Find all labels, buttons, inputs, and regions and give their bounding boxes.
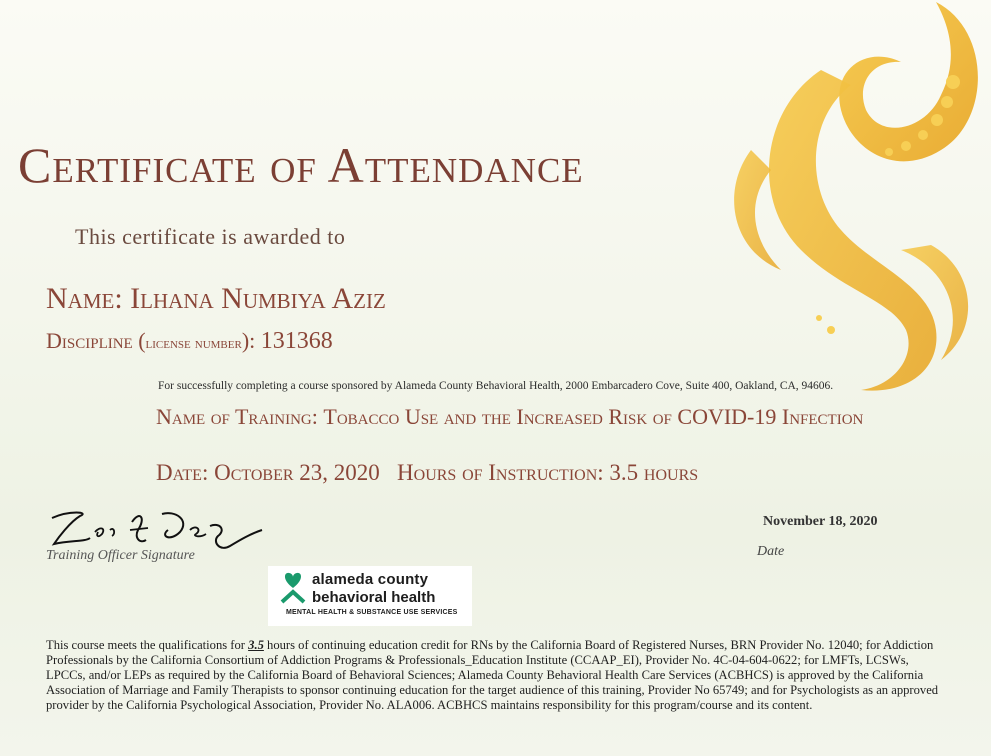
- signature-label: Training Officer Signature: [46, 548, 195, 563]
- license-number: 131368: [260, 328, 333, 354]
- recipient-name-row: [46, 282, 386, 316]
- awarded-to-text: This certificate is awarded to: [75, 224, 346, 249]
- training-label: Name of Training:: [156, 404, 318, 429]
- sponsor-statement: For successfully completing a course sponsored by Alameda County Behavioral Health, 2000 Embarcadero Cove, Suite 400, Oakland, CA, 94606.: [158, 380, 834, 392]
- fineprint-prefix: This course meets the qualifications for: [46, 638, 249, 652]
- name-label: Name:: [46, 282, 123, 315]
- license-number-label: license number: [145, 335, 242, 352]
- logo-line-1: alameda county: [312, 571, 429, 588]
- certificate-title: Certificate of Attendance: [18, 137, 584, 193]
- training-row: [156, 400, 936, 434]
- date-label: Date:: [156, 460, 209, 485]
- logo-tagline: MENTAL HEALTH & SUBSTANCE USE SERVICES: [286, 609, 458, 616]
- discipline-row: [46, 328, 333, 355]
- ce-credit-statement: [46, 638, 946, 713]
- fineprint-body: hours of continuing education credit for RNs by the California Board of Registered Nurses, BRN Provider No. 12040; for Addiction Professionals by the California Consortium of Addiction Programs & Professionals_Education Institute (CCAAP_EI), Provider No. 4C-04-604-0622; for LMFTs, LCSWs, LPCCs, and/or LEPs as required by the California Board of Behavioral Sciences; Alameda County Behavioral Health Care Services (ACBHCS) is approved by the California Association of Marriage and Family Therapists to sponsor continuing education for the target audience of this training, Provider No 65749; and for Psychologists as an approved provider by the California Psychological Association, Provider No. ALA006. ACBHCS maintains responsibility for this program/course and its content.: [46, 638, 939, 712]
- hours-label: Hours of Instruction:: [397, 460, 604, 485]
- fineprint-hours: 3.5: [248, 638, 264, 652]
- recipient-name: Ilhana Numbiya Aziz: [130, 282, 386, 315]
- acbh-logo: [268, 566, 472, 626]
- discipline-label: Discipline (: [46, 328, 146, 353]
- heart-chevron-icon: [280, 572, 306, 606]
- hours-value: 3.5 hours: [609, 460, 699, 485]
- discipline-close: ):: [241, 328, 256, 353]
- date-hours-row: [156, 460, 698, 486]
- training-name: Tobacco Use and the Increased Risk of COVID-19 Infection: [323, 404, 864, 429]
- training-date: October 23, 2020: [214, 460, 380, 485]
- signed-date: November 18, 2020: [763, 514, 878, 529]
- gold-swirl-ornament: [691, 0, 991, 400]
- signed-date-label: Date: [757, 544, 785, 559]
- logo-line-2: behavioral health: [312, 589, 436, 606]
